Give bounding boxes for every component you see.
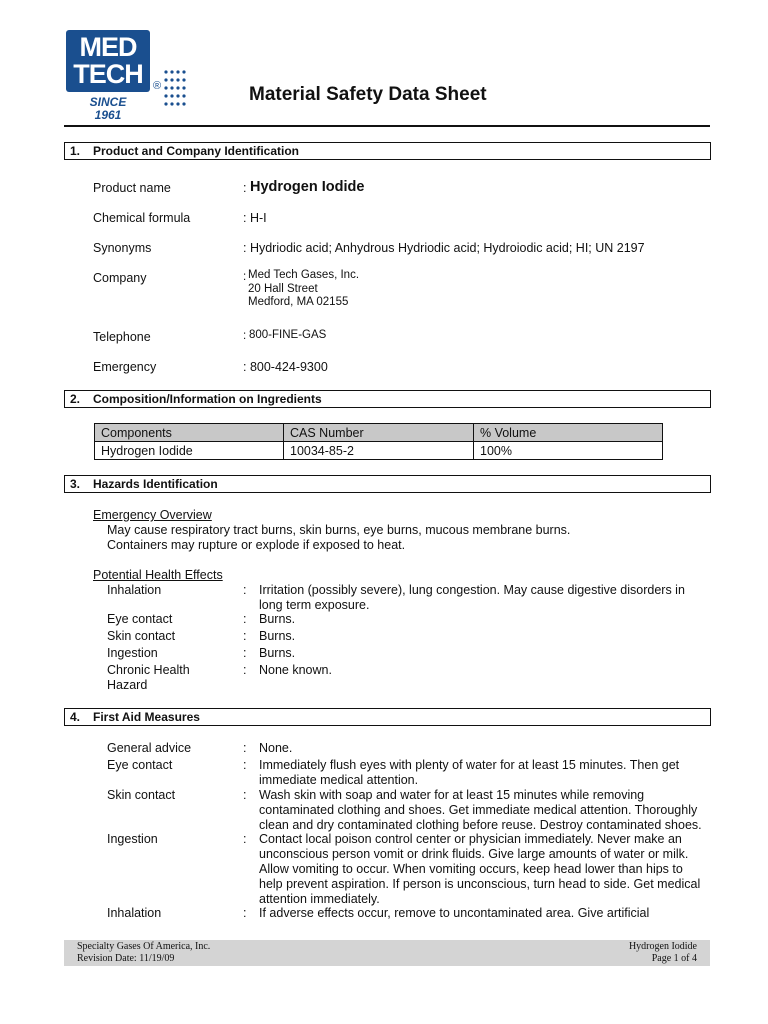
telephone-value: 800-FINE-GAS (249, 329, 327, 341)
hazard-text: Burns. (259, 629, 296, 643)
section-number: 3. (70, 477, 81, 491)
hazard-label: Inhalation (107, 583, 162, 597)
first-aid-text: If adverse effects occur, remove to uncontaminated area. Give artificial (259, 906, 650, 920)
health-effects-heading: Potential Health Effects (93, 568, 223, 582)
table-header-row (95, 424, 663, 442)
registered-mark: ® (153, 80, 162, 92)
section-2-header (64, 390, 711, 408)
telephone-colon: : (243, 330, 247, 342)
first-aid-label: Inhalation (107, 906, 162, 920)
overview-line-2: Containers may rupture or explode if exposed to heat. (107, 538, 406, 552)
company-address (248, 269, 359, 310)
hazard-label: Chronic Health Hazard (107, 663, 190, 692)
footer-revision: Revision Date: 11/19/09 (77, 953, 175, 964)
logo-since-text: SINCE (89, 95, 127, 109)
synonyms-value: : Hydriodic acid; Anhydrous Hydriodic acid; Hydroiodic acid; HI; UN 2197 (243, 241, 645, 255)
section-title: Hazards Identification (93, 477, 218, 491)
table-cell: Hydrogen Iodide (95, 442, 284, 460)
footer-product: Hydrogen Iodide (628, 941, 697, 952)
first-aid-text: Immediately flush eyes with plenty of water for at least 15 minutes. Then get immediate medical attention. (259, 758, 680, 787)
company-city: Medford, MA 02155 (248, 296, 349, 308)
footer-company: Specialty Gases Of America, Inc. (77, 941, 211, 952)
first-aid-colon: : (243, 788, 247, 802)
hazard-colon: : (243, 629, 247, 643)
logo-dots-icon (162, 68, 190, 112)
composition-table (94, 423, 663, 460)
section-title: Composition/Information on Ingredients (93, 392, 322, 406)
first-aid-label: Eye contact (107, 758, 173, 772)
table-header-cell: Components (95, 424, 284, 442)
hazard-colon: : (243, 612, 247, 626)
hazard-colon: : (243, 646, 247, 660)
section-3-header (64, 475, 711, 493)
section-title: First Aid Measures (93, 710, 200, 724)
logo-year: 1961 (94, 108, 122, 122)
product-name-label: Product name (93, 181, 171, 195)
product-name-colon: : (243, 181, 247, 195)
first-aid-text: None. (259, 741, 293, 755)
hazard-label: Eye contact (107, 612, 173, 626)
section-1-header (64, 142, 711, 160)
emergency-label: Emergency (93, 360, 157, 374)
synonyms-label: Synonyms (93, 241, 152, 255)
overview-line-1: May cause respiratory tract burns, skin burns, eye burns, mucous membrane burns. (107, 523, 571, 537)
hazard-colon: : (243, 663, 247, 677)
chemical-formula-value: : H-I (243, 211, 267, 225)
emergency-value: : 800-424-9300 (243, 360, 328, 374)
section-number: 4. (70, 710, 81, 724)
header-divider (64, 125, 710, 127)
table-cell: 10034-85-2 (284, 442, 474, 460)
company-logo (66, 30, 150, 92)
table-header-cell: CAS Number (284, 424, 474, 442)
section-4-header (64, 708, 711, 726)
first-aid-text: Contact local poison control center or physician immediately. Never make an unconscious person vomit or drink fluids. Give large amounts of water or milk. Allow vomiting to occur. When vomiting occurs, keep head lower than hips to help prevent aspiration. If person is unconscious, turn head to side. Get medical attention immediately. (259, 832, 701, 906)
hazard-text: None known. (259, 663, 332, 677)
hazard-label: Ingestion (107, 646, 158, 660)
table-cell: 100% (474, 442, 663, 460)
telephone-label: Telephone (93, 330, 151, 344)
hazard-label: Skin contact (107, 629, 176, 643)
hazard-colon: : (243, 583, 247, 597)
table-header-cell: % Volume (474, 424, 663, 442)
first-aid-label: Ingestion (107, 832, 158, 846)
first-aid-label: Skin contact (107, 788, 176, 802)
footer-page-number: Page 1 of 4 (651, 953, 697, 964)
logo-line-1: MED (79, 32, 137, 62)
logo-since (66, 96, 150, 122)
page-footer (64, 940, 710, 966)
company-name: Med Tech Gases, Inc. (248, 269, 360, 281)
first-aid-colon: : (243, 832, 247, 846)
chemical-formula-label: Chemical formula (93, 211, 191, 225)
hazard-text: Irritation (possibly severe), lung congestion. May cause digestive disorders in long term exposure. (259, 583, 685, 612)
company-label: Company (93, 271, 147, 285)
first-aid-colon: : (243, 741, 247, 755)
emergency-overview-heading: Emergency Overview (93, 508, 212, 522)
table-row (95, 442, 663, 460)
company-street: 20 Hall Street (248, 282, 318, 295)
section-title: Product and Company Identification (93, 144, 300, 158)
company-colon: : (243, 271, 247, 283)
section-number: 2. (70, 392, 81, 406)
first-aid-text: Wash skin with soap and water for at least 15 minutes while removing contaminated clothing and shoes. Get immediate medical attention. Thoroughly clean and dry contaminated clothing before reuse. Destroy contaminated shoes. (259, 788, 702, 832)
first-aid-colon: : (243, 906, 247, 920)
section-number: 1. (70, 144, 81, 158)
logo-line-2: TECH (73, 59, 143, 89)
first-aid-colon: : (243, 758, 247, 772)
document-title: Material Safety Data Sheet (249, 84, 487, 105)
first-aid-label: General advice (107, 741, 192, 755)
hazard-text: Burns. (259, 646, 296, 660)
hazard-text: Burns. (259, 612, 296, 626)
product-name-value: Hydrogen Iodide (250, 179, 365, 195)
